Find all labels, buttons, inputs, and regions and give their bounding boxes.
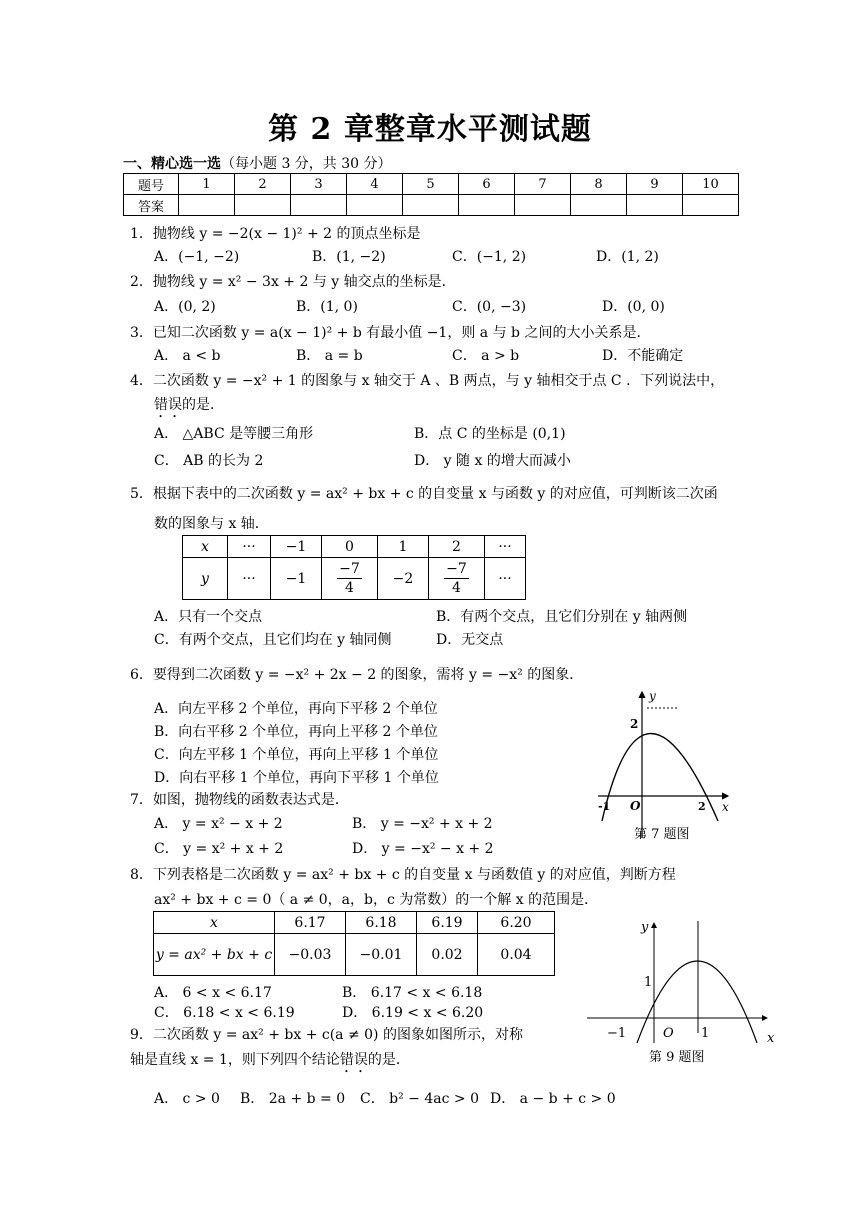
answer-cell-8[interactable] xyxy=(571,195,627,216)
answer-table-header-number: 题号 xyxy=(124,174,179,195)
t5-x-label: x xyxy=(183,536,228,558)
answer-cell-9[interactable] xyxy=(627,195,683,216)
answer-number: 9 xyxy=(627,174,683,195)
q9-option-a[interactable]: A． c > 0 xyxy=(154,1091,220,1107)
fig7-tick-2x: 2 xyxy=(698,800,706,813)
fig7-origin: O xyxy=(630,799,641,813)
q6-option-b[interactable]: B．向右平移 2 个单位，再向上平移 2 个单位 xyxy=(154,724,438,740)
question-2-stem: 2．抛物线 y = x² − 3x + 2 与 y 轴交点的坐标是． xyxy=(130,274,456,290)
fig7-tick-neg1: -1 xyxy=(598,800,611,813)
q3-option-c[interactable]: C． a > b xyxy=(452,348,520,364)
q6-option-a[interactable]: A．向左平移 2 个单位，再向下平移 2 个单位 xyxy=(154,701,438,717)
q1-option-a[interactable]: A．(−1, −2) xyxy=(154,249,240,265)
q4-option-c[interactable]: C． AB 的长为 2 xyxy=(154,453,264,469)
figure-7 xyxy=(590,686,740,846)
fig7-y-label: y xyxy=(649,689,656,703)
answer-table xyxy=(123,173,739,216)
q9-option-d[interactable]: D． a − b + c > 0 xyxy=(490,1091,616,1107)
fig9-tick-1x: 1 xyxy=(701,1026,710,1041)
question-4-stem: 4．二次函数 y = −x² + 1 的图象与 x 轴交于 A 、B 两点，与 y 轴相交于点 C ．下列说法中， xyxy=(130,373,725,389)
q5-option-a[interactable]: A．只有一个交点 xyxy=(154,609,263,625)
question-1-stem: 1．抛物线 y = −2(x − 1)² + 2 的顶点坐标是 xyxy=(130,226,421,242)
answer-number: 3 xyxy=(291,174,347,195)
question-6-stem: 6．要得到二次函数 y = −x² + 2x − 2 的图象，需将 y = −x² 的图象． xyxy=(130,667,584,683)
question-9-stem-pre: 轴是直线 x = 1，则下列四个结论 xyxy=(130,1052,340,1068)
emphasis-text: 错误 xyxy=(154,397,182,413)
question-4-stem-rest: 的是． xyxy=(182,397,224,413)
t5-cell: −1 xyxy=(271,558,322,600)
t8-value-cell: −0.03 xyxy=(275,934,346,976)
answer-number: 7 xyxy=(515,174,571,195)
fraction-numerator: −7 xyxy=(339,561,360,577)
emphasis-text: 错误 xyxy=(339,1052,368,1068)
t8-y-label: y = ax² + bx + c xyxy=(154,934,275,976)
t5-cell: ··· xyxy=(228,558,271,600)
fig7-x-label: x xyxy=(722,800,729,814)
question-4-stem-line2 xyxy=(154,394,224,421)
answer-cell-1[interactable] xyxy=(179,195,235,216)
q2-option-d[interactable]: D．(0, 0) xyxy=(602,299,665,315)
q7-option-b[interactable]: B． y = −x² + x + 2 xyxy=(352,816,493,832)
answer-number: 4 xyxy=(347,174,403,195)
q4-option-b[interactable]: B．点 C 的坐标是 (0,1) xyxy=(414,426,566,442)
q8-option-c[interactable]: C． 6.18 < x < 6.19 xyxy=(154,1005,295,1021)
fig9-y-label: y xyxy=(641,920,649,935)
q7-option-d[interactable]: D． y = −x² − x + 2 xyxy=(352,841,494,857)
answer-number: 2 xyxy=(235,174,291,195)
section-heading xyxy=(123,153,392,173)
q3-option-b[interactable]: B． a = b xyxy=(296,348,363,364)
t8-header-cell: 6.19 xyxy=(417,912,478,934)
t5-cell-fraction xyxy=(429,558,485,600)
answer-cell-4[interactable] xyxy=(347,195,403,216)
fig9-tick-1y: 1 xyxy=(644,975,653,990)
q7-option-a[interactable]: A． y = x² − x + 2 xyxy=(154,816,283,832)
question-8-stem-line2: ax² + bx + c = 0（ a ≠ 0，a，b，c 为常数）的一个解 x 的范围是． xyxy=(154,892,599,908)
answer-cell-10[interactable] xyxy=(683,195,739,216)
question-8-stem: 8．下列表格是二次函数 y = ax² + bx + c 的自变量 x 与函数值 y 的对应值，判断方程 xyxy=(130,867,676,883)
q6-option-d[interactable]: D．向右平移 1 个单位，再向下平移 1 个单位 xyxy=(154,770,439,786)
q8-option-d[interactable]: D． 6.19 < x < 6.20 xyxy=(342,1005,484,1021)
question-5-stem: 5．根据下表中的二次函数 y = ax² + bx + c 的自变量 x 与函数 y 的对应值，可判断该二次函 xyxy=(130,486,718,502)
t8-header-cell: 6.17 xyxy=(275,912,346,934)
t8-value-cell: 0.02 xyxy=(417,934,478,976)
q7-option-c[interactable]: C． y = x² + x + 2 xyxy=(154,841,284,857)
question-9-stem-rest: 的是． xyxy=(367,1052,410,1068)
figure-9 xyxy=(585,915,785,1075)
page-title: 第 2 章整章水平测试题 xyxy=(268,112,592,147)
q3-option-a[interactable]: A． a < b xyxy=(154,348,221,364)
fig9-x-label: x xyxy=(767,1031,775,1046)
q9-option-b[interactable]: B． 2a + b = 0 xyxy=(240,1091,346,1107)
answer-number: 5 xyxy=(403,174,459,195)
fig9-origin: O xyxy=(663,1026,674,1041)
q2-option-a[interactable]: A．(0, 2) xyxy=(154,299,216,315)
t5-cell-fraction xyxy=(322,558,378,600)
answer-cell-2[interactable] xyxy=(235,195,291,216)
answer-number: 6 xyxy=(459,174,515,195)
section-note: （每小题 3 分，共 30 分） xyxy=(221,156,392,172)
q3-option-d[interactable]: D．不能确定 xyxy=(602,348,684,364)
fig9-caption: 第 9 题图 xyxy=(649,1050,705,1065)
t5-cell: ··· xyxy=(485,558,526,600)
question-7-stem: 7．如图，抛物线的函数表达式是． xyxy=(130,792,349,808)
answer-table-header-answer: 答案 xyxy=(124,195,179,216)
section-title: 一、精心选一选 xyxy=(123,156,221,172)
fig7-caption: 第 7 题图 xyxy=(634,827,690,842)
t5-cell: 2 xyxy=(429,536,485,558)
answer-cell-7[interactable] xyxy=(515,195,571,216)
fraction-denominator: 4 xyxy=(345,580,354,596)
t5-cell: 1 xyxy=(378,536,429,558)
t5-cell: −2 xyxy=(378,558,429,600)
answer-cell-5[interactable] xyxy=(403,195,459,216)
question-5-stem-line2: 数的图象与 x 轴． xyxy=(154,516,269,532)
q1-option-b[interactable]: B．(1, −2) xyxy=(312,249,386,265)
q2-option-c[interactable]: C．(0, −3) xyxy=(452,299,527,315)
t8-value-cell: −0.01 xyxy=(346,934,417,976)
answer-number: 1 xyxy=(179,174,235,195)
q2-option-b[interactable]: B．(1, 0) xyxy=(296,299,358,315)
q1-option-c[interactable]: C．(−1, 2) xyxy=(452,249,527,265)
q8-option-b[interactable]: B． 6.17 < x < 6.18 xyxy=(342,985,483,1001)
q4-option-a[interactable]: A． △ABC 是等腰三角形 xyxy=(154,426,314,442)
t5-cell: ··· xyxy=(485,536,526,558)
t8-header-cell: 6.18 xyxy=(346,912,417,934)
q5-option-b[interactable]: B．有两个交点，且它们分别在 y 轴两侧 xyxy=(436,609,688,625)
answer-number: 10 xyxy=(683,174,739,195)
q5-value-table xyxy=(182,535,526,600)
fig7-tick-2y: 2 xyxy=(630,717,639,731)
answer-cell-6[interactable] xyxy=(459,195,515,216)
fraction-denominator: 4 xyxy=(452,580,461,596)
q8-value-table xyxy=(153,911,555,976)
answer-number: 8 xyxy=(571,174,627,195)
q8-option-a[interactable]: A． 6 < x < 6.17 xyxy=(154,985,272,1001)
fig9-tick-neg1: −1 xyxy=(607,1026,627,1041)
t5-y-label: y xyxy=(183,558,228,600)
q4-option-d[interactable]: D． y 随 x 的增大而减小 xyxy=(414,453,571,469)
q1-option-d[interactable]: D．(1, 2) xyxy=(596,249,659,265)
t8-value-cell: 0.04 xyxy=(478,934,555,976)
q5-option-d[interactable]: D．无交点 xyxy=(436,632,504,648)
question-9-stem-line2 xyxy=(130,1049,410,1076)
answer-cell-3[interactable] xyxy=(291,195,347,216)
t8-header-cell: 6.20 xyxy=(478,912,555,934)
t8-x-label: x xyxy=(154,912,275,934)
fig9-parabola xyxy=(637,961,757,1043)
question-9-stem: 9．二次函数 y = ax² + bx + c(a ≠ 0) 的图象如图所示，对称 xyxy=(130,1027,523,1043)
fraction-numerator: −7 xyxy=(446,561,467,577)
t5-cell: ··· xyxy=(228,536,271,558)
q9-option-c[interactable]: C． b² − 4ac > 0 xyxy=(360,1091,479,1107)
q5-option-c[interactable]: C．有两个交点，且它们均在 y 轴同侧 xyxy=(154,632,392,648)
q6-option-c[interactable]: C．向左平移 1 个单位，再向上平移 1 个单位 xyxy=(154,747,439,763)
t5-cell: −1 xyxy=(271,536,322,558)
question-3-stem: 3．已知二次函数 y = a(x − 1)² + b 有最小值 −1，则 a 与 b 之间的大小关系是． xyxy=(130,325,651,341)
t5-cell: 0 xyxy=(322,536,378,558)
